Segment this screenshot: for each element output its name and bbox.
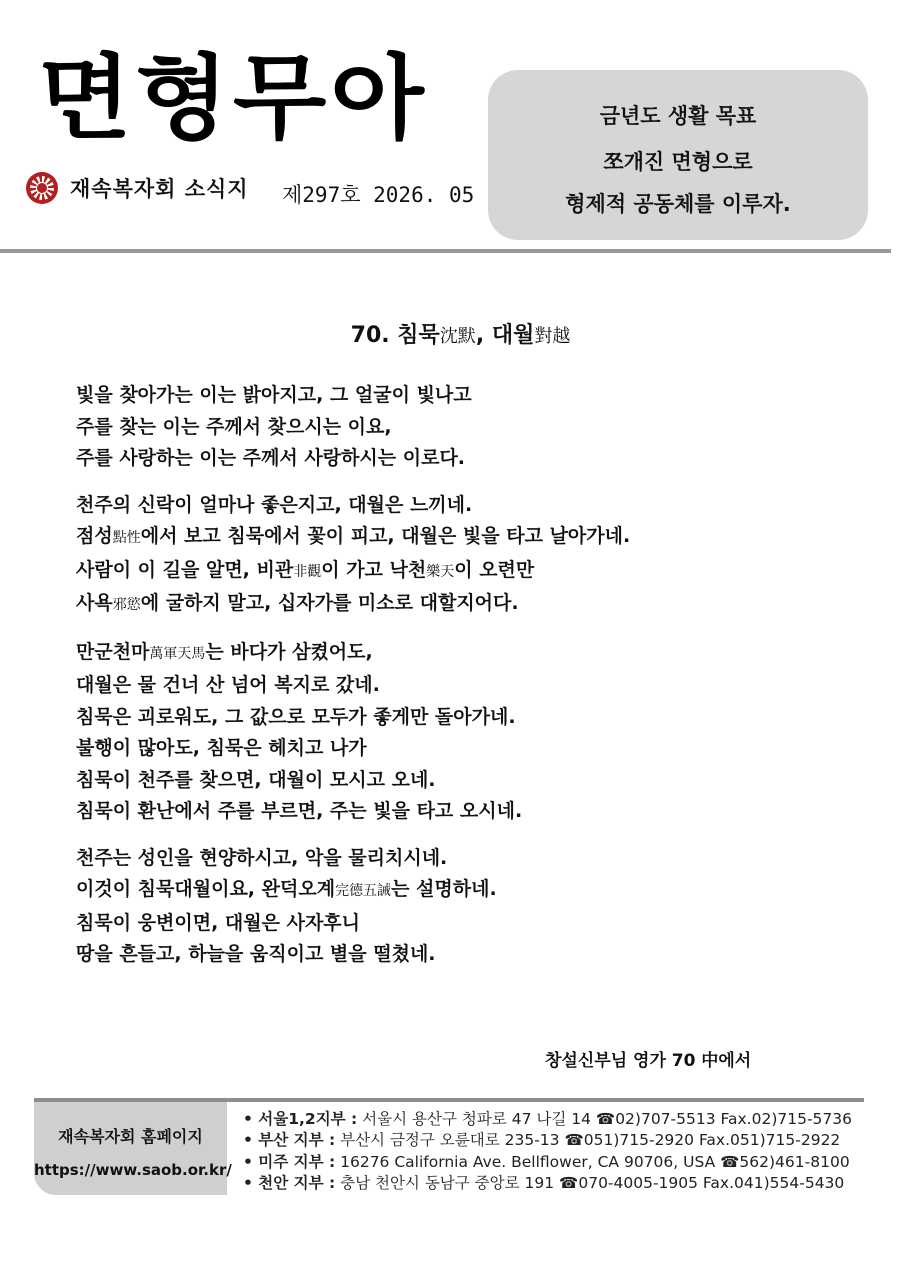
poem-body bbox=[76, 380, 630, 986]
poem-line: 대월은 물 건너 산 넘어 복지로 갔네. bbox=[76, 674, 380, 696]
poem-text: 점성 bbox=[76, 525, 113, 547]
goal-line-1: 쪼개진 면형으로 bbox=[603, 150, 753, 174]
branch-cheonan: • 천안 지부 : 충남 천안시 동남구 중앙로 191 ☎070-4005-1905 Fax.041)554-5430 bbox=[243, 1173, 845, 1192]
poem-line: 침묵이 환난에서 주를 부르면, 주는 빛을 타고 오시네. bbox=[76, 800, 523, 822]
hanja-annotation: 完德五誡 bbox=[335, 883, 392, 899]
poem-line: 땅을 흔들고, 하늘을 움직이고 별을 떨쳤네. bbox=[76, 943, 436, 965]
poem-source: 창설신부님 영가 70 中에서 bbox=[545, 1051, 752, 1071]
hanja-annotation: 邪慾 bbox=[112, 597, 141, 613]
homepage-title: 재속복자회 홈페이지 bbox=[58, 1127, 203, 1146]
poem-text: 사욕 bbox=[76, 592, 113, 614]
header-divider bbox=[0, 249, 891, 253]
poem-text: 는 바다가 삼켰어도, bbox=[205, 640, 373, 663]
hanja-annotation: 樂天 bbox=[426, 563, 455, 580]
poem-line: 불행이 많아도, 침묵은 헤치고 나가 bbox=[76, 737, 367, 759]
poem-line bbox=[76, 521, 630, 555]
poem-line: 빛을 찾아가는 이는 밝아지고, 그 얼굴이 빛나고 bbox=[76, 384, 472, 406]
poem-text: 만군천마 bbox=[76, 640, 150, 663]
masthead-title: 면형무아 bbox=[38, 44, 429, 152]
goal-box bbox=[488, 70, 868, 240]
poem-title-b: 대월 bbox=[491, 323, 535, 348]
hanja-annotation: 點性 bbox=[112, 530, 141, 546]
goal-line-2: 형제적 공동체를 이루자. bbox=[565, 192, 791, 216]
hanja-annotation: 萬軍天馬 bbox=[149, 645, 206, 662]
poem-title-b-hanja: 對越 bbox=[534, 326, 571, 347]
branch-usa: • 미주 지부 : 16276 California Ave. Bellflower, CA 90706, USA ☎562)461-8100 bbox=[243, 1152, 850, 1171]
poem-title-a: 침묵 bbox=[397, 323, 440, 348]
poem-text: 이것이 침묵대월이요, 완덕오계 bbox=[76, 878, 336, 900]
poem-stanza bbox=[76, 637, 630, 828]
hanja-annotation: 非觀 bbox=[293, 563, 322, 580]
branch-seoul: • 서울1,2지부 : 서울시 용산구 청파로 47 나길 14 ☎02)707-5513 Fax.02)715-5736 bbox=[243, 1110, 853, 1128]
poem-text: 는 설명하네. bbox=[391, 878, 497, 900]
poem-text: 사람이 이 길을 알면, 비관 bbox=[76, 558, 294, 581]
org-name: 재속복자회 소식지 bbox=[70, 177, 249, 201]
poem-text: 이 가고 낙천 bbox=[321, 558, 427, 581]
homepage-url[interactable]: https://www.saob.or.kr/ bbox=[34, 1161, 232, 1179]
issue-number: 제297호 2026. 05 bbox=[282, 183, 475, 207]
org-line bbox=[26, 172, 249, 204]
branch-list bbox=[243, 1109, 852, 1194]
poem-title-a-hanja: 沈默 bbox=[439, 326, 476, 347]
poem-line: 침묵은 괴로워도, 그 값으로 모두가 좋게만 돌아가네. bbox=[76, 705, 516, 728]
poem-line bbox=[76, 637, 630, 671]
poem-stanza bbox=[76, 380, 630, 475]
poem-line bbox=[76, 874, 630, 908]
poem-line: 주를 찾는 이는 주께서 찾으시는 이요, bbox=[76, 415, 392, 438]
poem-line: 천주는 성인을 현양하시고, 악을 물리치시네. bbox=[76, 846, 448, 869]
poem-line: 주를 사랑하는 이는 주께서 사랑하시는 이로다. bbox=[76, 447, 466, 469]
poem-text: 에 굴하지 말고, 십자가를 미소로 대할지어다. bbox=[140, 592, 519, 614]
poem-text: 이 오련만 bbox=[454, 558, 535, 581]
poem-line: 침묵이 웅변이면, 대월은 사자후니 bbox=[76, 911, 361, 934]
poem-stanza bbox=[76, 490, 630, 622]
goal-title: 금년도 생활 목표 bbox=[599, 104, 757, 128]
poem-line bbox=[76, 555, 630, 589]
poem-line: 천주의 신락이 얼마나 좋은지고, 대월은 느끼네. bbox=[76, 493, 473, 516]
poem-stanza bbox=[76, 843, 630, 971]
red-cross-emblem-icon bbox=[26, 172, 58, 204]
poem-number: 70. bbox=[350, 323, 390, 348]
homepage-box bbox=[34, 1102, 232, 1195]
poem-line: 침묵이 천주를 찾으면, 대월이 모시고 오네. bbox=[76, 768, 436, 791]
poem-line bbox=[76, 588, 630, 622]
branch-busan: • 부산 지부 : 부산시 금정구 오륜대로 235-13 ☎051)715-2920 Fax.051)715-2922 bbox=[243, 1131, 841, 1150]
poem-title: 70. 침묵沈默, 대월對越 bbox=[350, 323, 571, 348]
poem-text: 에서 보고 침묵에서 꽃이 피고, 대월은 빛을 타고 날아가네. bbox=[140, 525, 631, 547]
